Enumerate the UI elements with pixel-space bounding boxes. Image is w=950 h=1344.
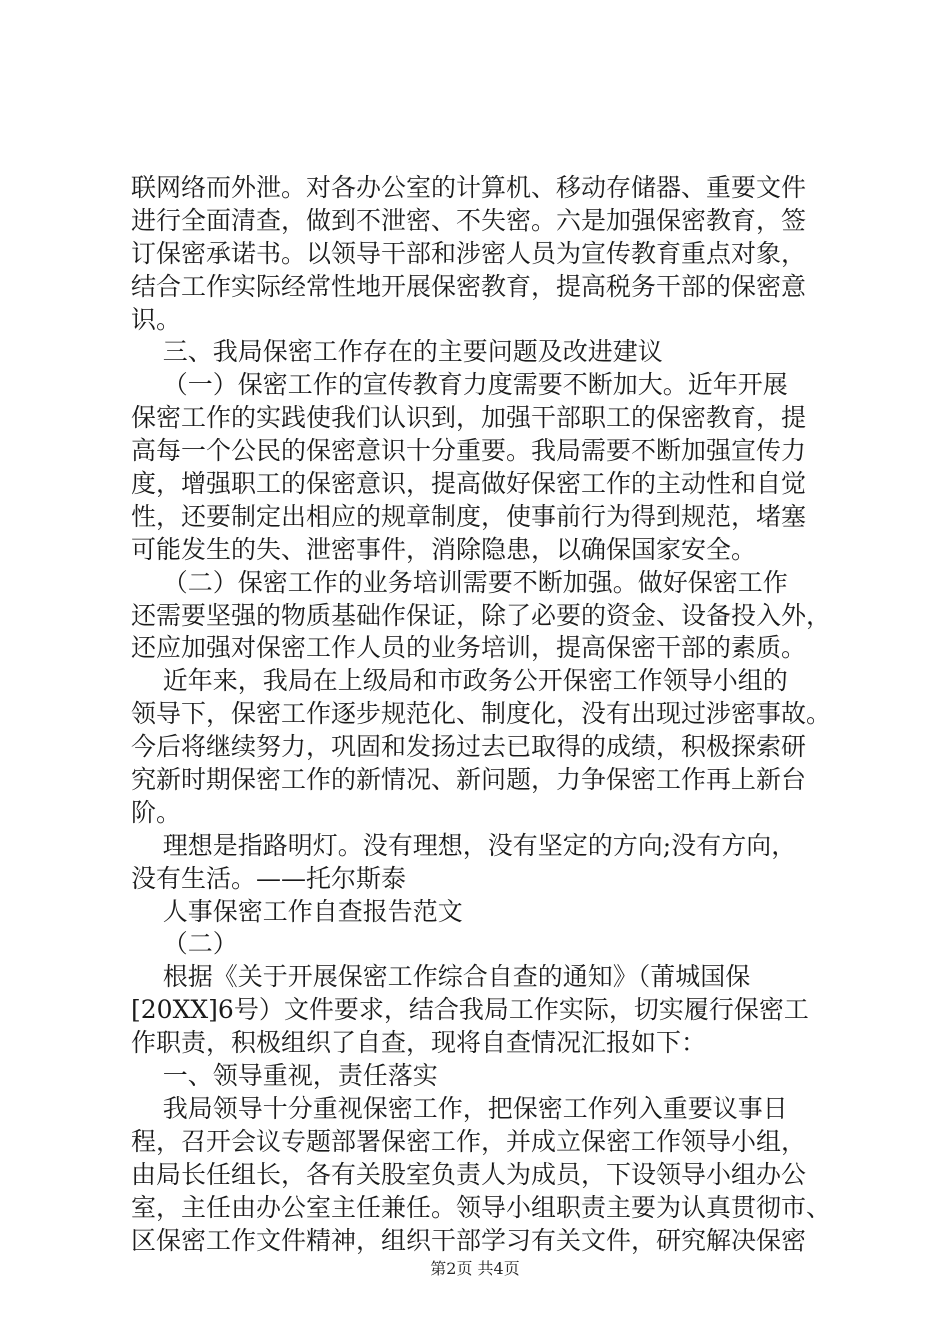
page-number-footer: 第2页 共4页 bbox=[430, 1259, 520, 1278]
text-line: 进行全面清查，做到不泄密、不失密。六是加强保密教育，签 bbox=[131, 205, 807, 235]
text-line: 室，主任由办公室主任兼任。领导小组职责主要为认真贯彻市、 bbox=[131, 1192, 832, 1222]
section-heading: 一、领导重视，责任落实 bbox=[131, 1061, 438, 1091]
text-line: 保密工作的实践使我们认识到，加强干部职工的保密教育，提 bbox=[131, 403, 807, 433]
text-line: 近年来，我局在上级局和市政务公开保密工作领导小组的 bbox=[131, 666, 788, 696]
text-line: 高每一个公民的保密意识十分重要。我局需要不断加强宣传力 bbox=[131, 436, 807, 466]
text-line: 识。 bbox=[131, 304, 182, 334]
text-line: 订保密承诺书。以领导干部和涉密人员为宣传教育重点对象， bbox=[131, 238, 807, 268]
text-line: 区保密工作文件精神，组织干部学习有关文件，研究解决保密 bbox=[131, 1225, 807, 1255]
text-line: 性，还要制定出相应的规章制度，使事前行为得到规范，堵塞 bbox=[131, 501, 807, 531]
text-line: 今后将继续努力，巩固和发扬过去已取得的成绩，积极探索研 bbox=[131, 732, 807, 762]
text-line: 根据《关于开展保密工作综合自查的通知》（莆城国保 bbox=[131, 962, 751, 992]
text-line: 还应加强对保密工作人员的业务培训，提高保密干部的素质。 bbox=[131, 633, 807, 663]
section-heading: 三、我局保密工作存在的主要问题及改进建议 bbox=[131, 337, 663, 367]
text-line: 度，增强职工的保密意识，提高做好保密工作的主动性和自觉 bbox=[131, 469, 807, 499]
quote-line: 没有生活。——托尔斯泰 bbox=[131, 863, 407, 893]
text-line: 由局长任组长，各有关股室负责人为成员，下设领导小组办公 bbox=[131, 1159, 807, 1189]
text-line: （二）保密工作的业务培训需要不断加强。做好保密工作 bbox=[131, 567, 788, 597]
text-line: 我局领导十分重视保密工作，把保密工作列入重要议事日 bbox=[131, 1093, 788, 1123]
quote-line: 理想是指路明灯。没有理想，没有坚定的方向;没有方向， bbox=[131, 830, 797, 860]
text-line: 作职责，积极组织了自查，现将自查情况汇报如下： bbox=[131, 1028, 707, 1058]
text-line: （一）保密工作的宣传教育力度需要不断加大。近年开展 bbox=[131, 370, 788, 400]
document-subtitle: （二） bbox=[131, 929, 238, 959]
document-title: 人事保密工作自查报告范文 bbox=[131, 896, 463, 926]
text-line: 程，召开会议专题部署保密工作，并成立保密工作领导小组， bbox=[131, 1126, 807, 1156]
text-line: 联网络而外泄。对各办公室的计算机、移动存储器、重要文件 bbox=[131, 173, 807, 202]
text-line: 结合工作实际经常性地开展保密教育，提高税务干部的保密意 bbox=[131, 271, 807, 301]
text-line: [20XX]6号）文件要求，结合我局工作实际，切实履行保密工 bbox=[131, 995, 809, 1025]
text-line: 阶。 bbox=[131, 797, 182, 827]
text-line: 还需要坚强的物质基础作保证，除了必要的资金、设备投入外， bbox=[131, 600, 832, 630]
document-body bbox=[131, 172, 831, 1257]
text-line: 可能发生的失、泄密事件，消除隐患，以确保国家安全。 bbox=[131, 534, 757, 564]
text-line: 究新时期保密工作的新情况、新问题，力争保密工作再上新台 bbox=[131, 765, 807, 795]
text-line: 领导下，保密工作逐步规范化、制度化，没有出现过涉密事故。 bbox=[131, 699, 832, 729]
